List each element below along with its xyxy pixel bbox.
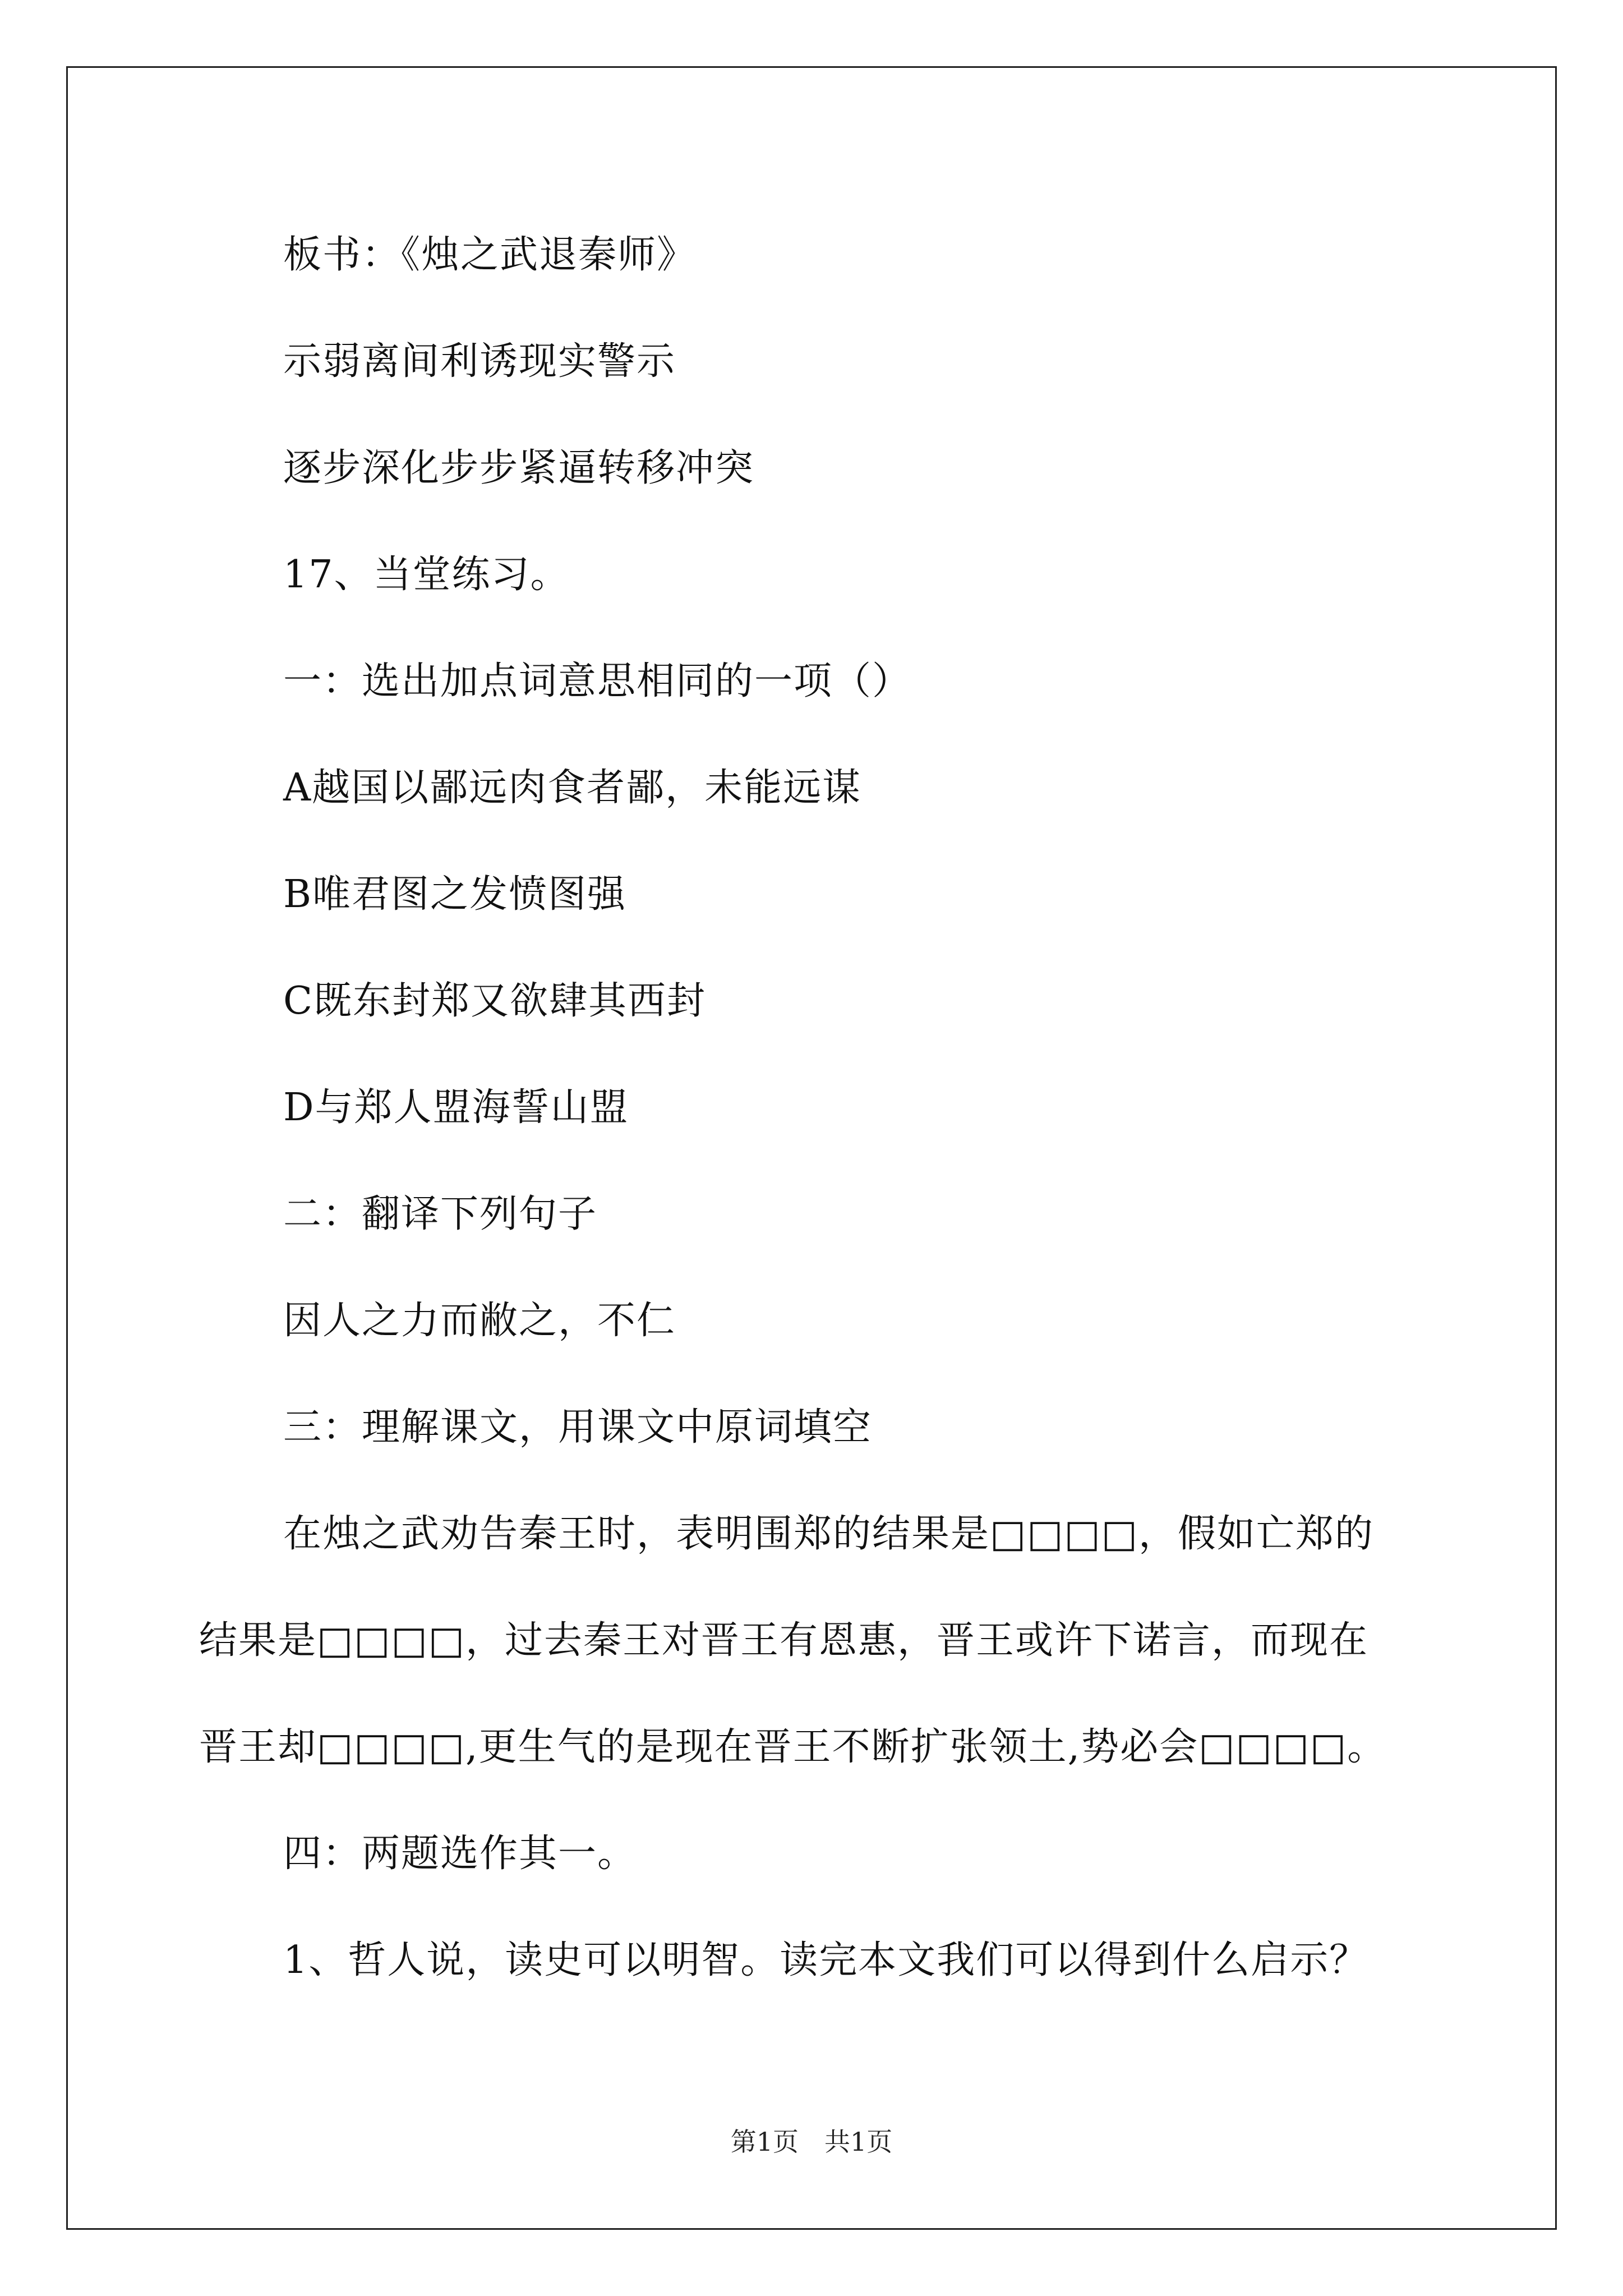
- text-line: A越国以鄙远肉食者鄙，未能远谋: [283, 766, 862, 810]
- text-line: D与郑人盟海誓山盟: [283, 1085, 629, 1130]
- paragraph-line: 结果是□□□□，过去秦王对晋王有恩惠，晋王或许下诺言，而现在: [199, 1618, 1368, 1663]
- page-border: [66, 66, 1557, 2230]
- text-line: 板书：《烛之武退秦师》: [283, 233, 697, 277]
- text-line: 一：选出加点词意思相同的一项（）: [283, 659, 912, 703]
- text-line: 17、当堂练习。: [283, 553, 570, 597]
- text-line: B唯君图之发愤图强: [283, 872, 626, 917]
- text-line: C既东封郑又欲肆其西封: [283, 979, 707, 1023]
- text-line: 逐步深化步步紧逼转移冲突: [283, 446, 755, 490]
- text-line: 四：两题选作其一。: [283, 1832, 637, 1876]
- text-line: 三：理解课文，用课文中原词填空: [283, 1405, 873, 1450]
- text-line: 二：翻译下列句子: [283, 1192, 598, 1236]
- page-footer: 第1页 共1页: [730, 2127, 893, 2157]
- text-line: 1、哲人说，读史可以明智。读完本文我们可以得到什么启示？: [283, 1938, 1369, 1982]
- paragraph-line: 在烛之武劝告秦王时，表明围郑的结果是□□□□，假如亡郑的: [283, 1512, 1374, 1556]
- text-line: 示弱离间利诱现实警示: [283, 339, 676, 384]
- text-line: 因人之力而敝之，不仁: [283, 1299, 676, 1343]
- paragraph-line: 晋王却□□□□,更生气的是现在晋王不断扩张领土,势必会□□□□。: [199, 1725, 1387, 1769]
